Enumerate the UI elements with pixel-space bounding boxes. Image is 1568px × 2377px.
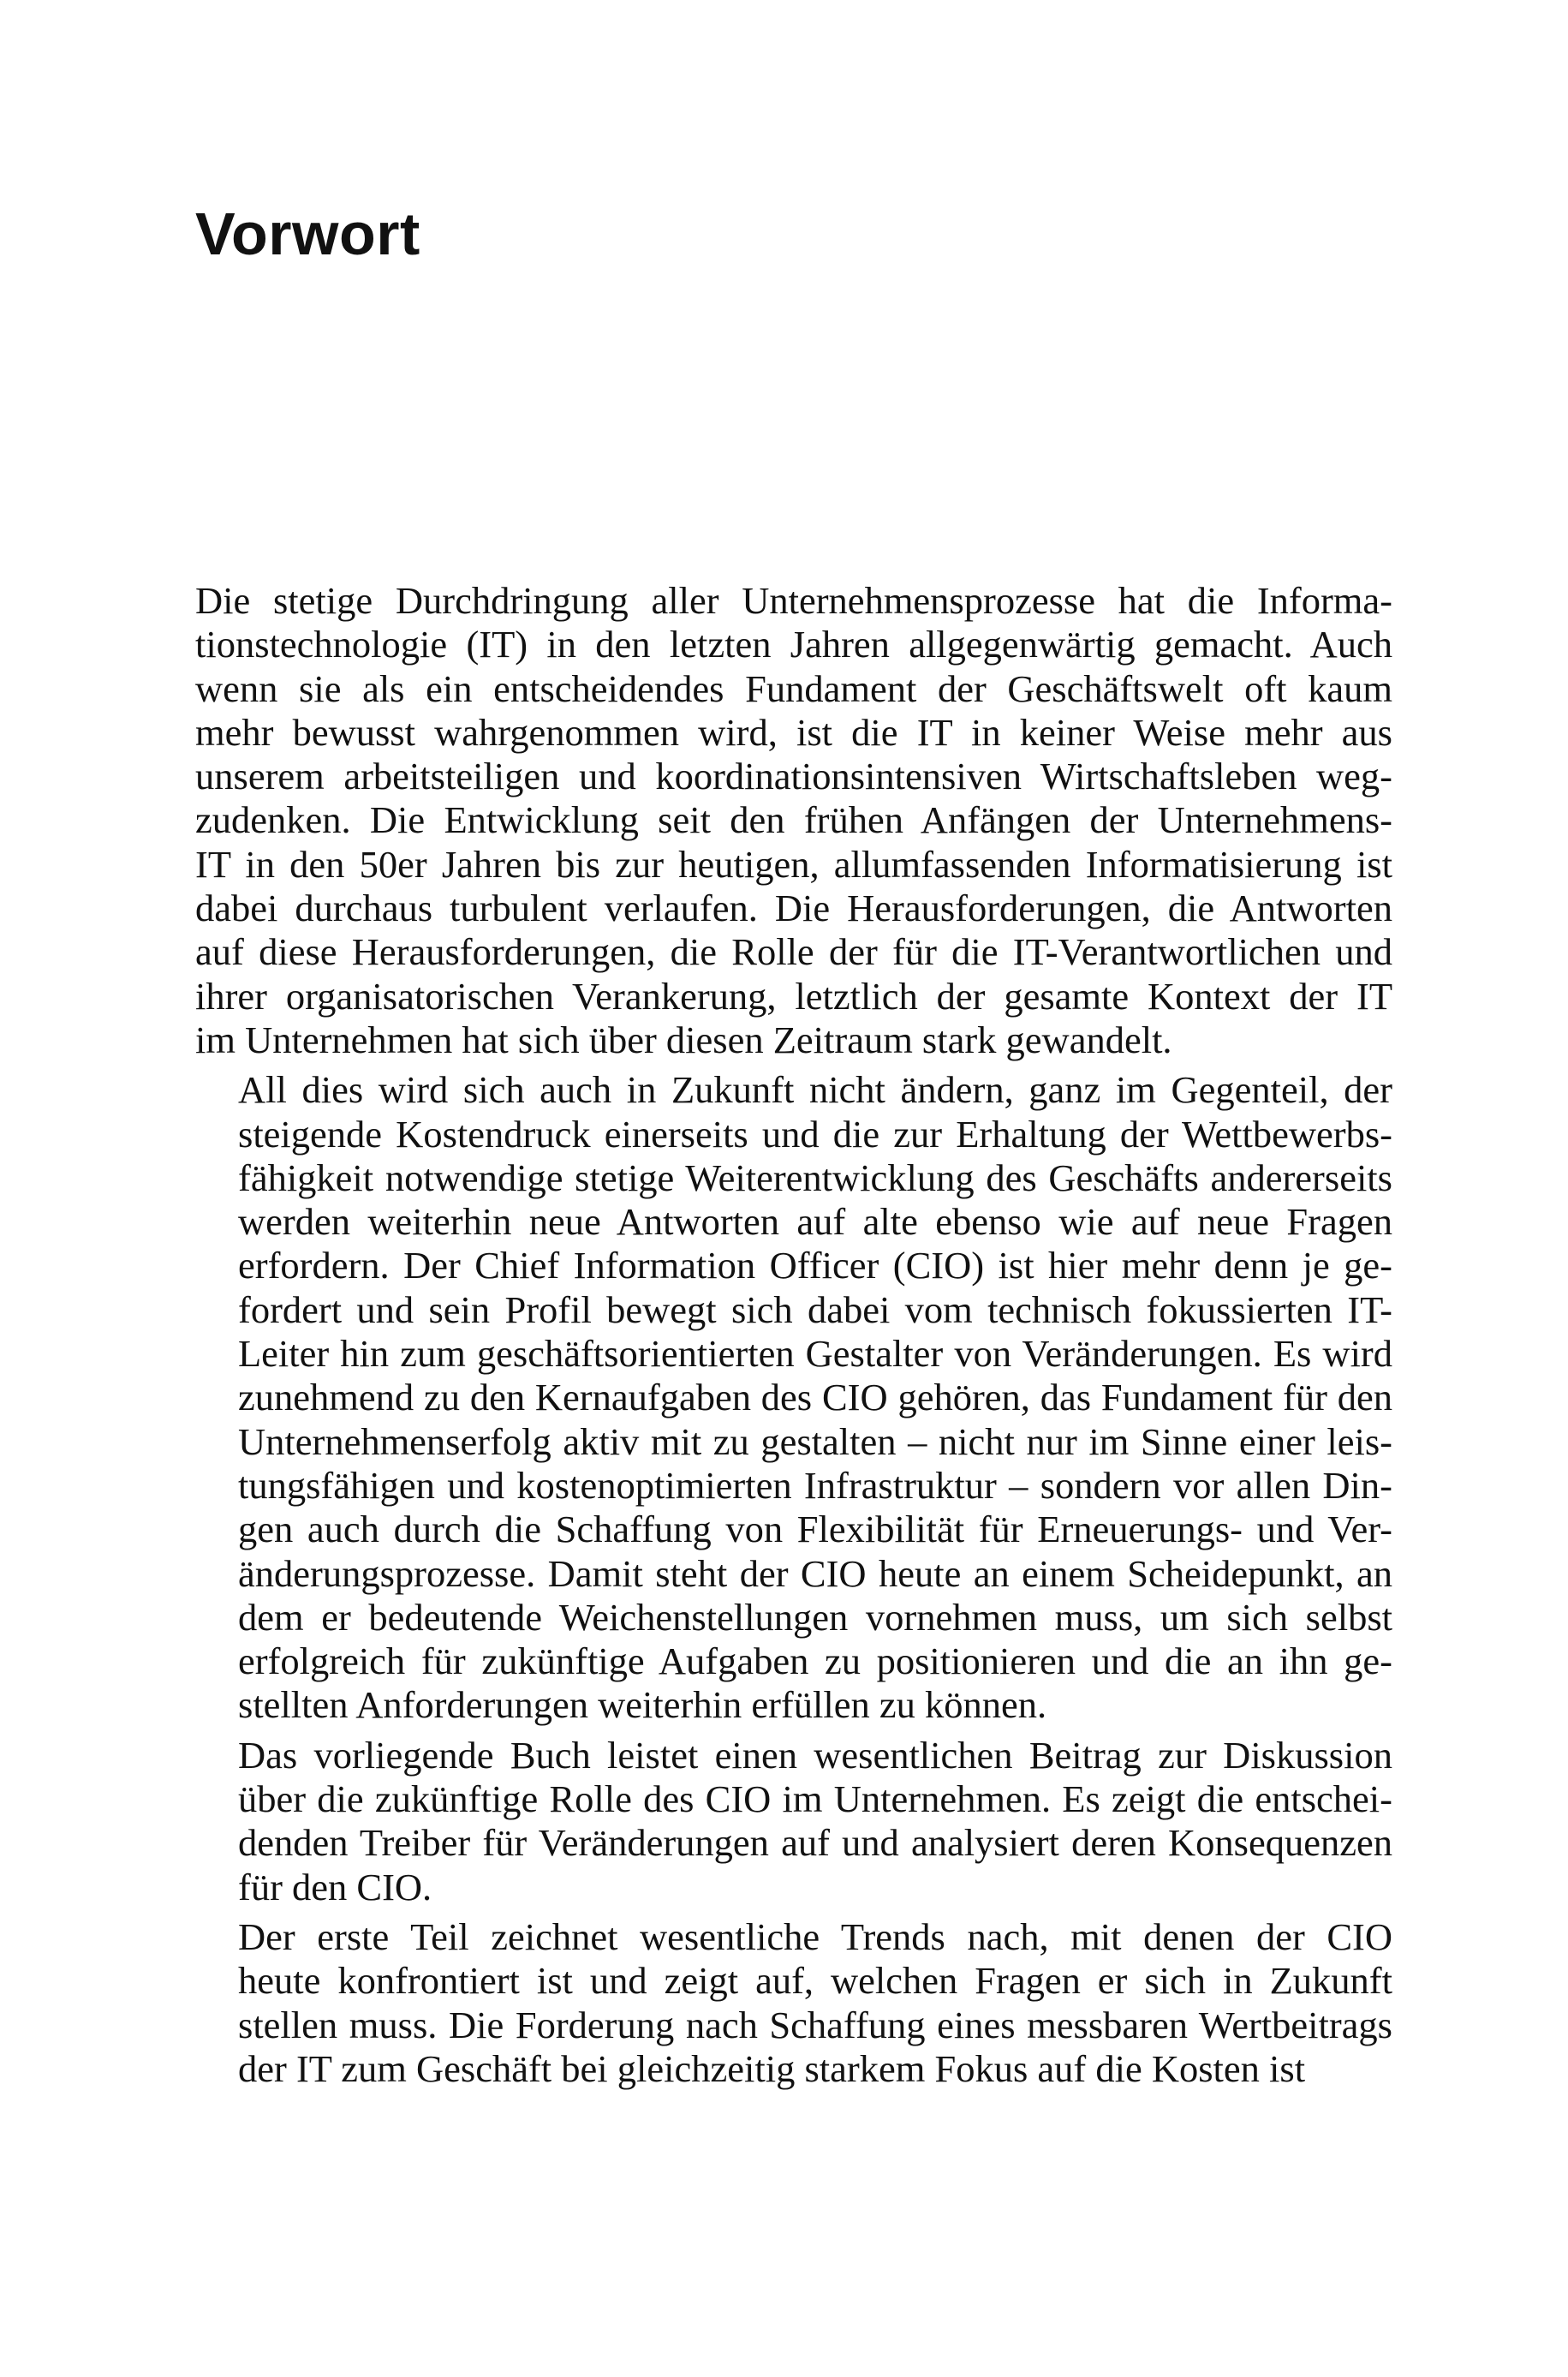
text-line: ihrer organisatorischen Verankerung, letztlich der gesamte Kontext der IT <box>195 974 1392 1018</box>
text-line: tungsfähigen und kostenoptimierten Infrastruktur – sondern vor allen Din- <box>238 1463 1392 1507</box>
text-line: dabei durchaus turbulent verlaufen. Die Herausforderungen, die Antworten <box>195 887 1392 930</box>
body-text <box>195 579 1392 2091</box>
text-line: Unternehmenserfolg aktiv mit zu gestalten – nicht nur im Sinne einer leis- <box>238 1419 1392 1463</box>
text-line: fähigkeit notwendige stetige Weiterentwicklung des Geschäfts andererseits <box>238 1156 1392 1199</box>
text-line: Das vorliegende Buch leistet einen wesentlichen Beitrag zur Diskussion <box>238 1733 1392 1777</box>
paragraph <box>195 1915 1392 2091</box>
text-line: für den CIO. <box>238 1865 432 1908</box>
text-line: heute konfrontiert ist und zeigt auf, welchen Fragen er sich in Zukunft <box>238 1959 1392 2003</box>
text-line: Leiter hin zum geschäftsorientierten Gestalter von Veränderungen. Es wird <box>238 1332 1392 1376</box>
text-line: erfolgreich für zukünftige Aufgaben zu positionieren und die an ihn ge- <box>238 1639 1392 1683</box>
paragraph <box>195 1068 1392 1727</box>
text-line: unserem arbeitsteiligen und koordinationsintensiven Wirtschaftsleben weg- <box>195 755 1392 798</box>
text-line: IT in den 50er Jahren bis zur heutigen, allumfassenden Informatisierung ist <box>195 842 1392 886</box>
paragraph <box>195 579 1392 1062</box>
text-line: im Unternehmen hat sich über diesen Zeitraum stark gewandelt. <box>195 1018 1172 1061</box>
text-line: mehr bewusst wahrgenommen wird, ist die IT in keiner Weise mehr aus <box>195 710 1392 754</box>
text-line: auf diese Herausforderungen, die Rolle der für die IT-Verantwortlichen und <box>195 930 1392 974</box>
text-line: der IT zum Geschäft bei gleichzeitig starkem Fokus auf die Kosten ist <box>238 2046 1306 2090</box>
text-line: werden weiterhin neue Antworten auf alte ebenso wie auf neue Fragen <box>238 1200 1392 1244</box>
text-line: zunehmend zu den Kernaufgaben des CIO gehören, das Fundament für den <box>238 1376 1392 1419</box>
text-line: gen auch durch die Schaffung von Flexibilität für Erneuerungs- und Ver- <box>238 1508 1392 1551</box>
text-line: erfordern. Der Chief Information Officer (CIO) ist hier mehr denn je ge- <box>238 1244 1392 1287</box>
text-line: tionstechnologie (IT) in den letzten Jahren allgegenwärtig gemacht. Auch <box>195 623 1392 666</box>
paragraph <box>195 1734 1392 1909</box>
text-line: über die zukünftige Rolle des CIO im Unternehmen. Es zeigt die entschei- <box>238 1777 1392 1821</box>
text-line: fordert und sein Profil bewegt sich dabei vom technisch fokussierten IT- <box>238 1287 1392 1331</box>
text-line: dem er bedeutende Weichenstellungen vornehmen muss, um sich selbst <box>238 1595 1392 1639</box>
text-line: stellen muss. Die Forderung nach Schaffung eines messbaren Wertbeitrags <box>238 2003 1392 2046</box>
text-line: Die stetige Durchdringung aller Unternehmensprozesse hat die Informa- <box>195 579 1392 622</box>
text-line: wenn sie als ein entscheidendes Fundament der Geschäftswelt oft kaum <box>195 666 1392 710</box>
text-line: denden Treiber für Veränderungen auf und analysiert deren Konsequenzen <box>238 1821 1392 1865</box>
text-line: zudenken. Die Entwicklung seit den frühen Anfängen der Unternehmens- <box>195 798 1392 842</box>
text-line: All dies wird sich auch in Zukunft nicht ändern, ganz im Gegenteil, der <box>238 1068 1392 1112</box>
chapter-heading: Vorwort <box>195 200 420 267</box>
text-line: stellten Anforderungen weiterhin erfüllen zu können. <box>238 1683 1047 1727</box>
text-line: Der erste Teil zeichnet wesentliche Trends nach, mit denen der CIO <box>238 1914 1392 1958</box>
text-line: änderungsprozesse. Damit steht der CIO heute an einem Scheidepunkt, an <box>238 1551 1392 1595</box>
text-line: steigende Kostendruck einerseits und die zur Erhaltung der Wettbewerbs- <box>238 1112 1392 1156</box>
